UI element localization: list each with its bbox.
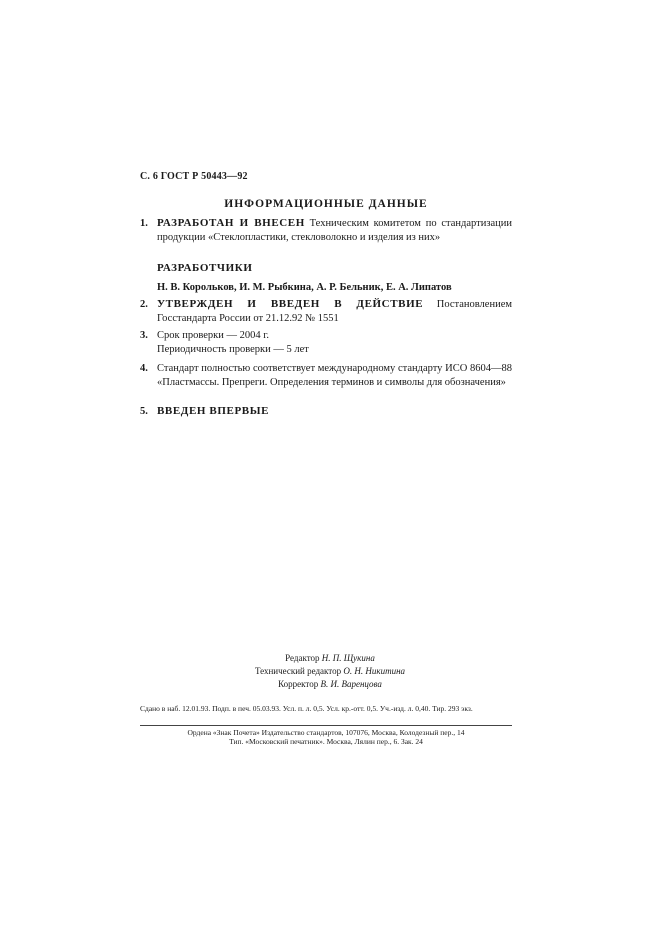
item-text: Постановлением Госстандарта России от 21.12.92 № 1551: [157, 299, 512, 324]
developers-list: Н. В. Корольков, И. М. Рыбкина, А. Р. Бельник, Е. А. Липатов: [157, 282, 452, 293]
item-lead: РАЗРАБОТАН И ВНЕСЕН: [157, 217, 305, 229]
publisher-line-1: Ордена «Знак Почета» Издательство стандартов, 107076, Москва, Колодезный пер., 14: [187, 728, 465, 737]
item-number: 1.: [140, 218, 148, 229]
divider: [140, 725, 512, 726]
publisher-line-2: Тип. «Московский печатник». Москва, Лялин пер., 6. Зак. 24: [229, 737, 423, 746]
item-text-2: Периодичность проверки — 5 лет: [157, 343, 309, 355]
publisher-info: [140, 728, 512, 746]
developers-heading: РАЗРАБОТЧИКИ: [157, 262, 253, 274]
credit-editor: Редактор Н. П. Щукина: [285, 653, 375, 663]
item-lead: ВВЕДЕН ВПЕРВЫЕ: [157, 405, 270, 417]
info-item-4: [140, 362, 512, 389]
info-item-5: [140, 405, 512, 419]
item-text: Техническим комитетом по стандартизации продукции «Стеклопластики, стекловолокно и изделия из них»: [157, 218, 512, 243]
info-item-3: [140, 329, 512, 356]
page-header: С. 6 ГОСТ Р 50443—92: [140, 171, 248, 182]
imprint-text: Сдано в наб. 12.01.93. Подп. в печ. 05.03.93. Усл. п. л. 0,5. Усл. кр.-отт. 0,5. Уч.-изд. л. 0,40. Тир. 293 экз.: [140, 704, 473, 713]
item-number: 5.: [140, 406, 148, 417]
section-title: ИНФОРМАЦИОННЫЕ ДАННЫЕ: [224, 198, 428, 210]
item-text: Срок проверки — 2004 г.: [157, 330, 269, 341]
item-number: 3.: [140, 330, 148, 341]
credits-block: [200, 652, 460, 691]
item-number: 4.: [140, 363, 148, 374]
info-item-2: [140, 298, 512, 325]
credit-tech-editor: Технический редактор О. Н. Никитина: [254, 666, 406, 676]
item-lead: УТВЕРЖДЕН И ВВЕДЕН В ДЕЙСТВИЕ: [157, 298, 424, 310]
credit-corrector: Корректор В. И. Варенцова: [278, 679, 382, 689]
item-number: 2.: [140, 299, 148, 310]
item-text: Стандарт полностью соответствует международному стандарту ИСО 8604—88 «Пластмассы. Препреги. Определения терминов и символы для обозначения»: [157, 363, 512, 388]
info-item-1: [140, 217, 512, 244]
